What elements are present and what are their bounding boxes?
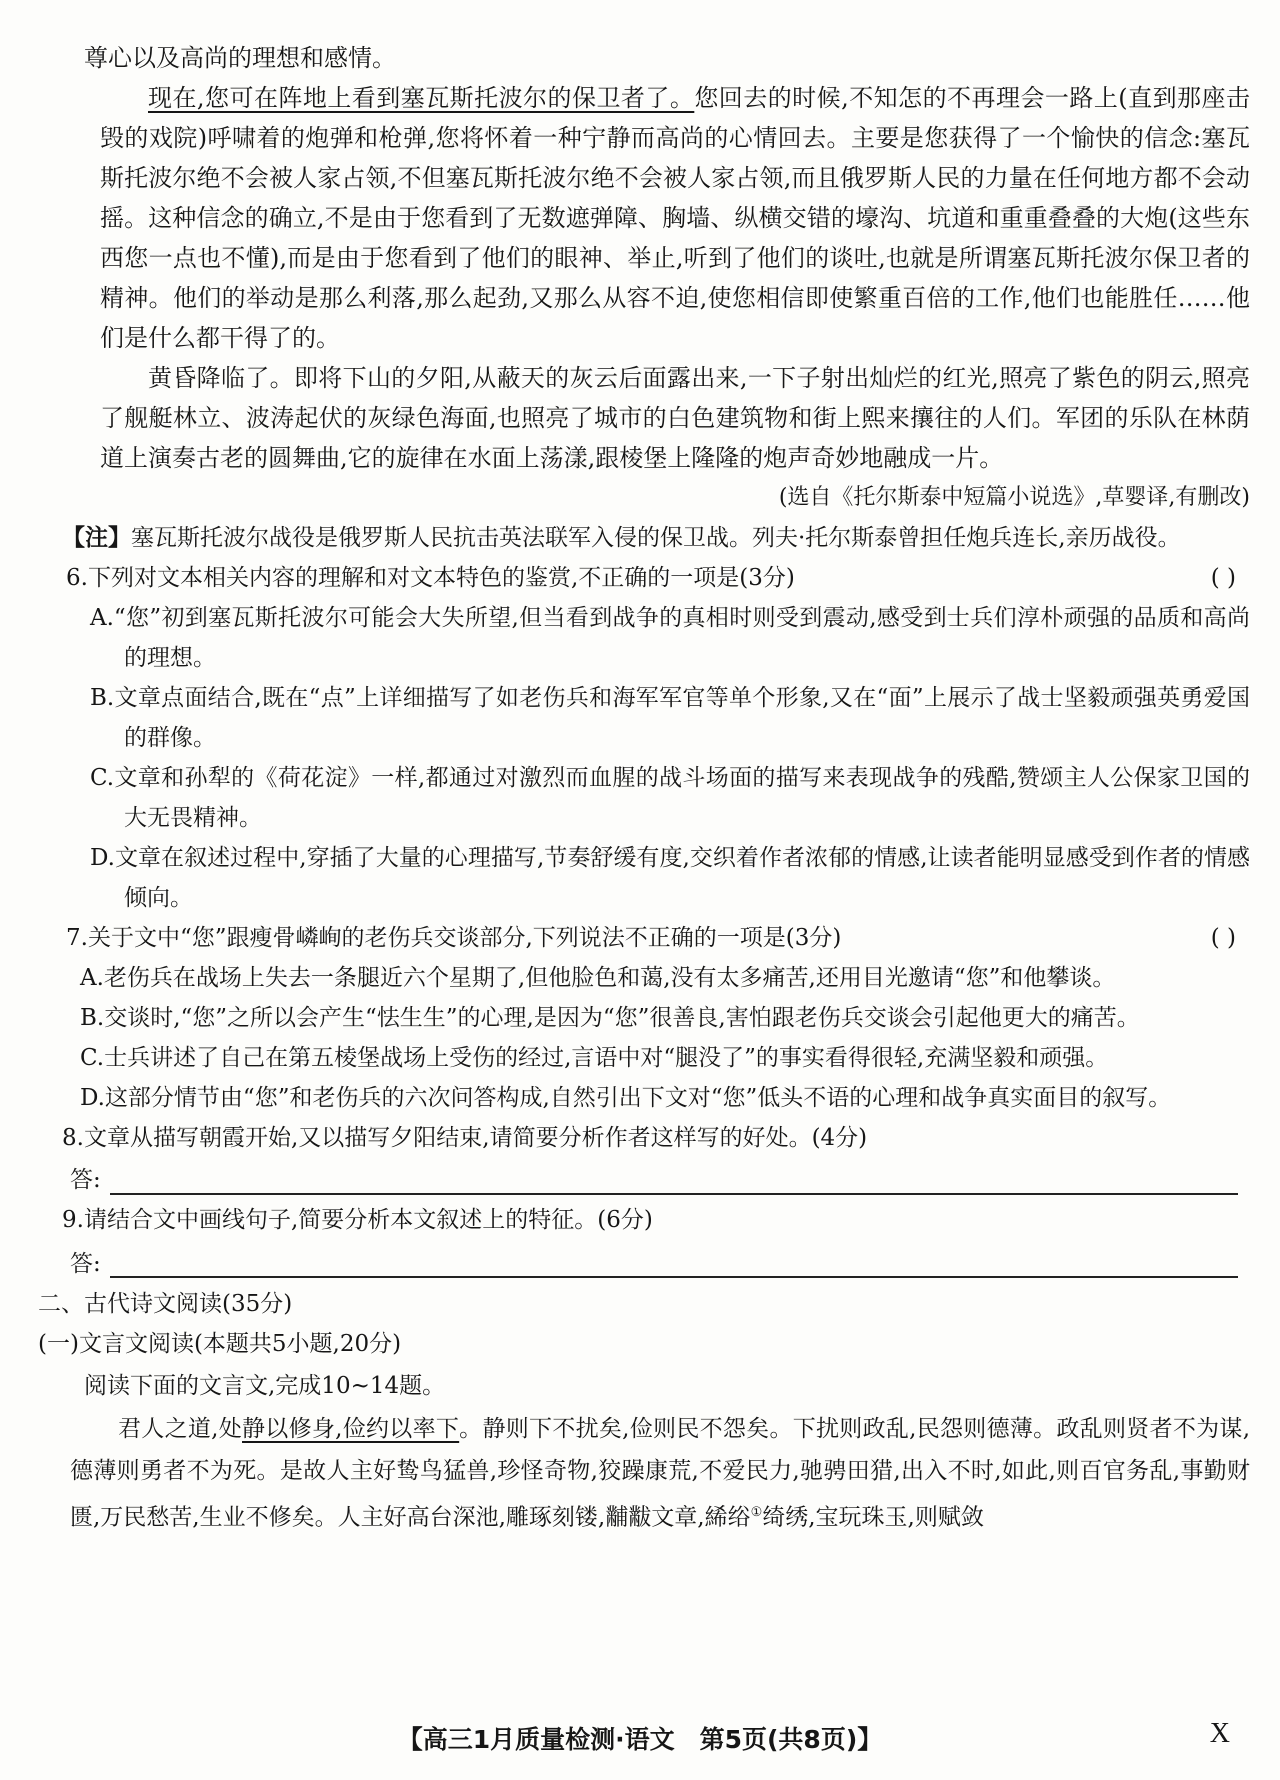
note-text: 塞瓦斯托波尔战役是俄罗斯人民抗击英法联军入侵的保卫战。列夫·托尔斯泰曾担任炮兵连长,亲历战役。 (131, 525, 1181, 551)
section-2-instruction: 阅读下面的文言文,完成10~14题。 (84, 1373, 446, 1399)
question-8-answer-label: 答: (70, 1167, 101, 1193)
question-7-option-a: A.老伤兵在战场上失去一条腿近六个星期了,但他脸色和蔼,没有太多痛苦,还用目光邀请“您”和他攀谈。 (80, 965, 1116, 991)
question-6-option-a: A.“您”初到塞瓦斯托波尔可能会大失所望,但当看到战争的真相时则受到震动,感受到士兵们淳朴顽强的品质和高尚的理想。 (90, 605, 1250, 671)
classical-text: 君人之道,处静以修身,俭约以率下。静则下不扰矣,俭则民不怨矣。下扰则政乱,民怨则德薄。政乱则贤者不为谋,德薄则勇者不为死。是故人主好鸷鸟猛兽,珍怪奇物,狡躁康荒,不爱民力,驰骋田猎,出入不时,如此,则百官务乱,事勤财匮,万民愁苦,生业不修矣。人主好高台深池,雕琢刻镂,黼黻文章,絺绤①绮绣,宝玩珠玉,则赋敛 (70, 1416, 1251, 1531)
footer-mark: X (1209, 1718, 1230, 1749)
question-6-option-c: C.文章和孙犁的《荷花淀》一样,都通过对激烈而血腥的战斗场面的描写来表现战争的残酷,赞颂主人公保家卫国的大无畏精神。 (90, 765, 1250, 831)
question-6-answer-paren: ( ) (1210, 565, 1236, 591)
question-9-answer-label: 答: (70, 1251, 101, 1277)
section-2-subheading: (一)文言文阅读(本题共5小题,20分) (38, 1331, 402, 1357)
question-9-answer-line[interactable] (110, 1276, 1238, 1278)
question-6-stem: 6.下列对文本相关内容的理解和对文本特色的鉴赏,不正确的一项是(3分) (66, 565, 795, 591)
question-6 (66, 558, 1256, 598)
classical-underlined-phrase: 静以修身,俭约以率下 (242, 1416, 460, 1442)
question-7-stem: 7.关于文中“您”跟瘦骨嶙峋的老伤兵交谈部分,下列说法不正确的一项是(3分) (66, 925, 842, 951)
question-7-option-b: B.交谈时,“您”之所以会产生“怯生生”的心理,是因为“您”很善良,害怕跟老伤兵交谈会引起他更大的痛苦。 (80, 1005, 1140, 1031)
page-footer: 【高三1月质量检测·语文 第5页(共8页)】 (397, 1725, 883, 1754)
passage-source: (选自《托尔斯泰中短篇小说选》,草婴译,有删改) (778, 485, 1250, 510)
passage-note (62, 518, 1181, 558)
question-7-option-d: D.这部分情节由“您”和老伤兵的六次问答构成,自然引出下文对“您”低头不语的心理和战争真实面目的叙写。 (80, 1085, 1172, 1111)
question-9-stem: 9.请结合文中画线句子,简要分析本文叙述上的特征。(6分) (62, 1207, 653, 1233)
passage-line-1: 尊心以及高尚的理想和感情。 (84, 44, 396, 72)
passage-paragraph-2 (100, 78, 1250, 358)
question-7-answer-paren: ( ) (1210, 925, 1236, 951)
question-6-option-b: B.文章点面结合,既在“点”上详细描写了如老伤兵和海军军官等单个形象,又在“面”上展示了战士坚毅顽强英勇爱国的群像。 (90, 685, 1250, 751)
question-6-option-d: D.文章在叙述过程中,穿插了大量的心理描写,节奏舒缓有度,交织着作者浓郁的情感,让读者能明显感受到作者的情感倾向。 (90, 845, 1250, 911)
passage-paragraph-3: 黄昏降临了。即将下山的夕阳,从蔽天的灰云后面露出来,一下子射出灿烂的红光,照亮了紫色的阴云,照亮了舰艇林立、波涛起伏的灰绿色海面,也照亮了城市的白色建筑物和街上熙来攘往的人们。军团的乐队在林荫道上演奏古老的圆舞曲,它的旋律在水面上荡漾,跟棱堡上隆隆的炮声奇妙地融成一片。 (100, 364, 1250, 472)
question-7 (66, 918, 1256, 958)
section-2-heading: 二、古代诗文阅读(35分) (38, 1291, 293, 1317)
underlined-sentence: 现在,您可在阵地上看到塞瓦斯托波尔的保卫者了。 (148, 84, 695, 112)
passage-paragraph-2-text: 您回去的时候,不知怎的不再理会一路上(直到那座击毁的戏院)呼啸着的炮弹和枪弹,您将怀着一种宁静而高尚的心情回去。主要是您获得了一个愉快的信念:塞瓦斯托波尔绝不会被人家占领,不但塞瓦斯托波尔绝不会被人家占领,而且俄罗斯人民的力量在任何地方都不会动摇。这种信念的确立,不是由于您看到了无数遮弹障、胸墙、纵横交错的壕沟、坑道和重重叠叠的大炮(这些东西您一点也不懂),而是由于您看到了他们的眼神、举止,听到了他们的谈吐,也就是所谓塞瓦斯托波尔保卫者的精神。他们的举动是那么利落,那么起劲,又那么从容不迫,使您相信即使繁重百倍的工作,他们也能胜任……他们是什么都干得了的。 (100, 84, 1250, 352)
question-8-stem: 8.文章从描写朝霞开始,又以描写夕阳结束,请简要分析作者这样写的好处。(4分) (62, 1125, 868, 1151)
question-7-option-c: C.士兵讲述了自己在第五棱堡战场上受伤的经过,言语中对“腿没了”的事实看得很轻,充满坚毅和顽强。 (80, 1045, 1109, 1071)
question-8-answer-line[interactable] (110, 1193, 1238, 1195)
footnote-mark: ① (750, 1505, 763, 1520)
note-label: 【注】 (62, 524, 131, 551)
